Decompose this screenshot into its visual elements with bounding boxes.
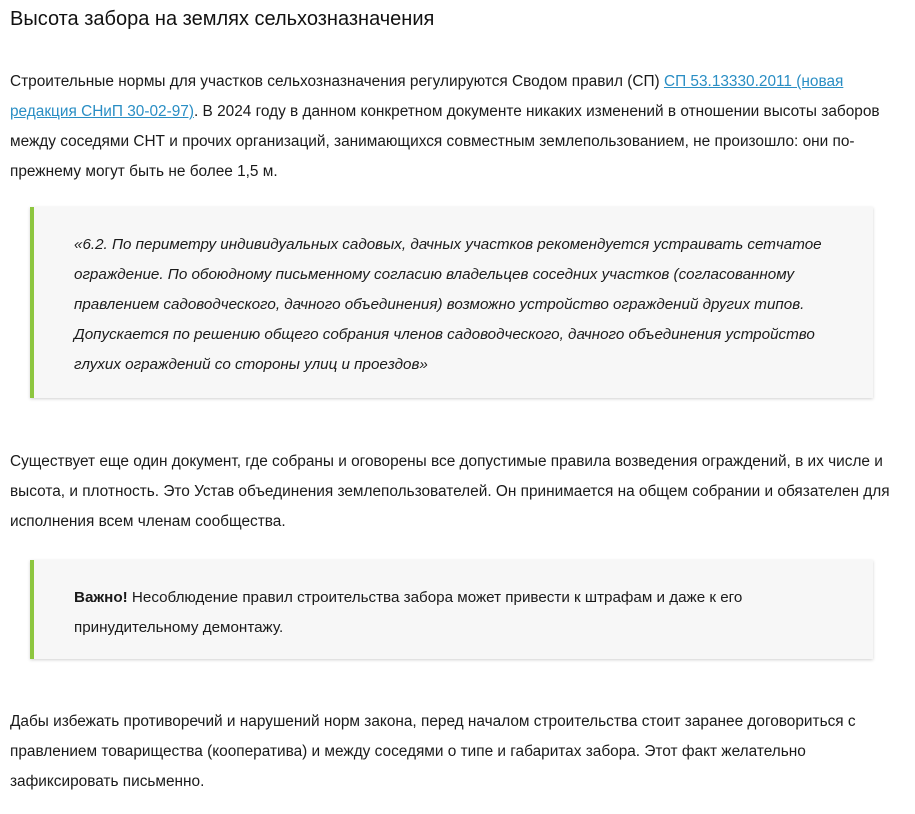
important-note [30,560,873,659]
important-note-text: Несоблюдение правил строительства забора может привести к штрафам и даже к его принудительному демонтажу. [74,589,743,636]
paragraph-regulations [10,67,907,187]
important-note-label: Важно! [74,589,128,606]
sp-document-link[interactable]: СП 53.13330.2011 (новая редакция СНиП 30-02-97) [10,73,844,120]
article-title: Высота забора на землях сельхозназначения [10,8,435,30]
quote-text-part1: «6.2. По периметру индивидуальных садовых, дачных участков рекомендуется устраивать сетчатое ограждение. По обоюдному письменному согласию владельцев соседних участков (согласованному правлением садоводческого, дачного объединения) возможно устройство ограждений других типов. [74,236,822,313]
paragraph-advice: Дабы избежать противоречий и нарушений норм закона, перед началом строительства стоит заранее договориться с правлением товарищества (кооператива) и между соседями о типе и габаритах забора. Этот факт желательно зафиксировать письменно. [10,713,856,790]
quote-text-part2: Допускается по решению общего собрания членов садоводческого, дачного объединения устройство глухих ограждений со стороны улиц и проездов» [74,326,815,373]
paragraph-charter: Существует еще один документ, где собраны и оговорены все допустимые правила возведения ограждений, в их числе и высота, и плотность. Это Устав объединения землепользователей. Он принимается на общем собрании и обязателен для исполнения всем членам сообщества. [10,453,890,530]
regulation-quote [30,207,873,398]
paragraph-regulations-start: Строительные нормы для участков сельхозназначения регулируются Сводом правил (СП) [10,73,664,90]
paragraph-regulations-end: . В 2024 году в данном конкретном документе никаких изменений в отношении высоты заборов между соседями СНТ и прочих организаций, занимающихся совместным землепользованием, не произошло: они по-прежнему могут быть не более 1,5 м. [10,103,880,180]
